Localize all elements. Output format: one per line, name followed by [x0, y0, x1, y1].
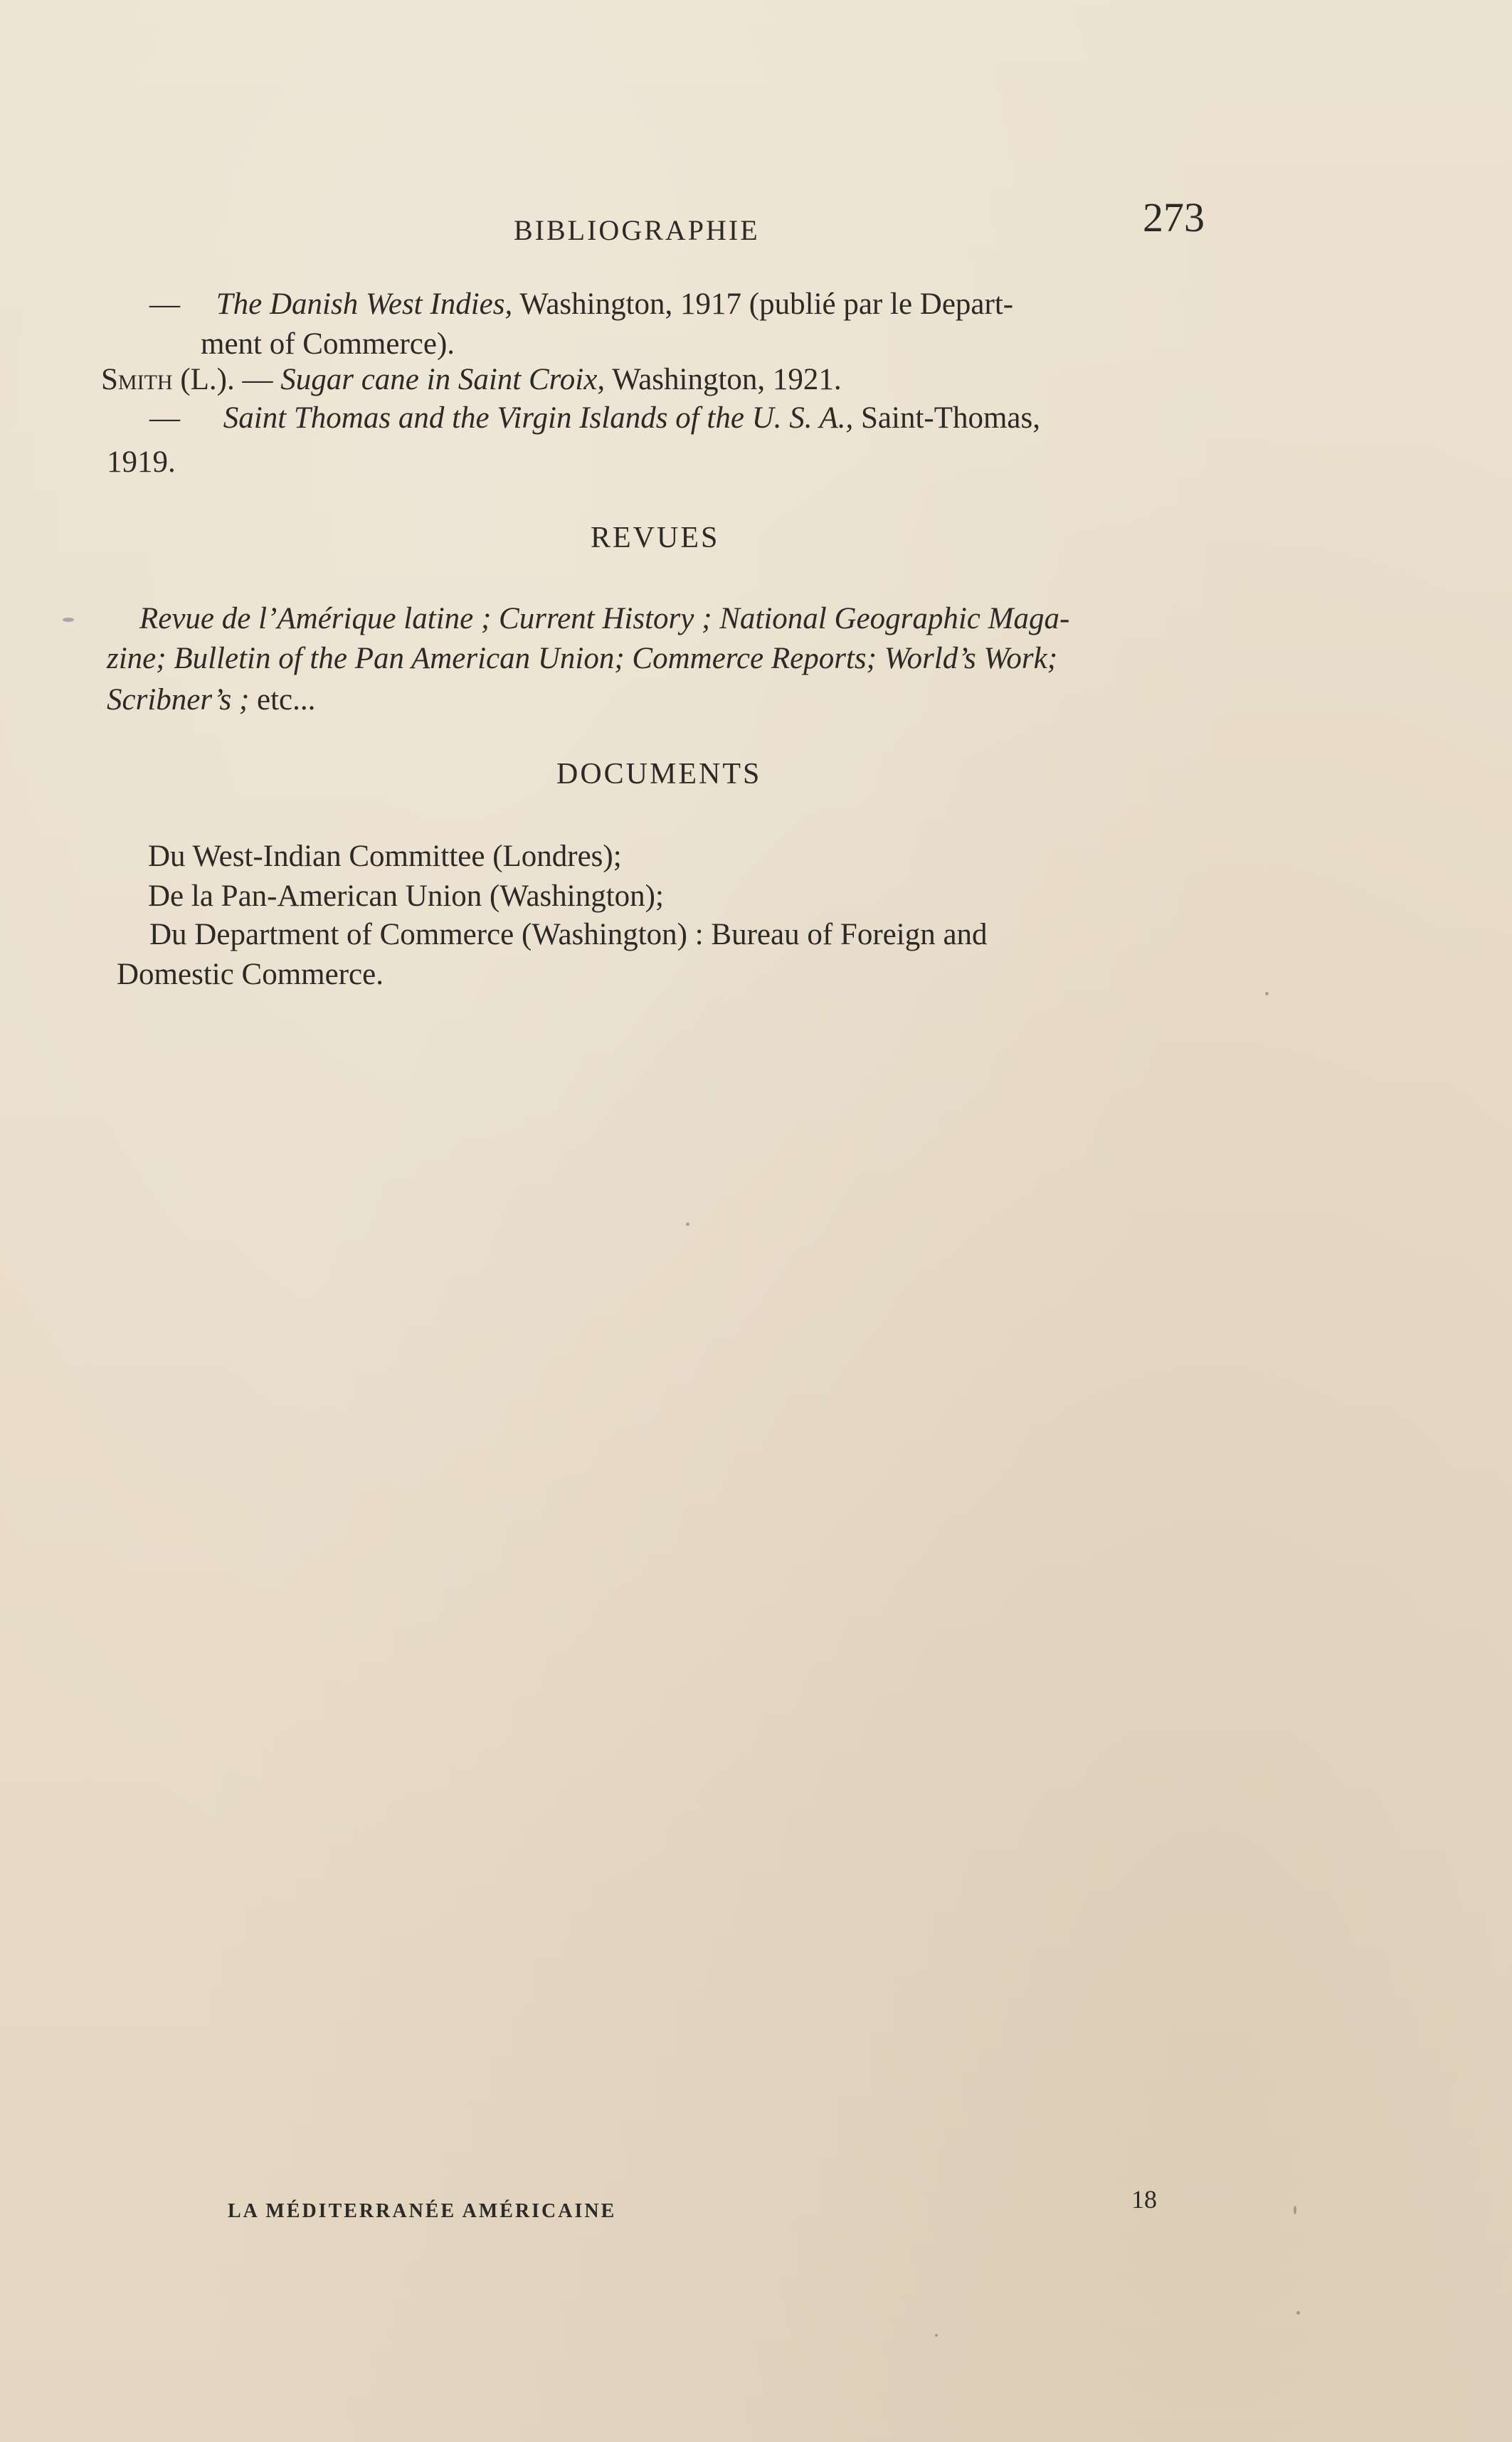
entry-author-initial: (L.). — [172, 363, 281, 396]
entry-danish-line1 [149, 285, 1013, 324]
revues-line1: Revue de l’Amérique latine ; Current History ; National Geographic Maga- [139, 602, 1070, 635]
documents-line1: Du West-Indian Committee (Londres); [148, 840, 622, 873]
entry-publication: Washington, 1917 (publié par le Depart- [512, 287, 1014, 321]
documents-line4: Domestic Commerce. [117, 958, 384, 991]
section-title-revues: REVUES [591, 522, 720, 554]
entry-dash: — [149, 401, 180, 435]
revues-etc: etc... [249, 683, 316, 717]
entry-publication: Washington, 1921. [605, 363, 842, 396]
page-number: 273 [1143, 194, 1205, 240]
running-head: BIBLIOGRAPHIE [514, 214, 760, 246]
entry-saint-thomas-line2: 1919. [107, 445, 176, 479]
paper-speck [1294, 2206, 1296, 2214]
entry-title: The Danish West Indies, [216, 287, 513, 321]
entry-title: Saint Thomas and the Virgin Islands of the U. S. A., [223, 401, 854, 435]
paper-speck [935, 2334, 938, 2337]
entry-danish-line2: ment of Commerce). [201, 327, 455, 361]
revues-scribners: Scribner’s ; [107, 683, 250, 717]
paper-speck [1296, 2311, 1300, 2315]
revues-line3 [107, 680, 315, 720]
entry-dash: — [149, 287, 180, 321]
documents-line2: De la Pan-American Union (Washington); [148, 879, 664, 913]
signature-mark: 18 [1131, 2185, 1157, 2214]
entry-saint-thomas-line1 [149, 398, 1040, 438]
entry-title: Sugar cane in Saint Croix, [280, 363, 606, 396]
ink-speck [63, 618, 74, 622]
entry-publication: Saint-Thomas, [853, 401, 1040, 435]
documents-line3: Du Department of Commerce (Washington) : Bureau of Foreign and [149, 918, 988, 951]
entry-smith [101, 360, 842, 400]
revues-line2: zine; Bulletin of the Pan American Union; Commerce Reports; World’s Work; [107, 642, 1058, 675]
section-title-documents: DOCUMENTS [556, 758, 762, 791]
entry-author: Smith [101, 363, 173, 396]
paper-speck [1265, 992, 1269, 995]
paper-speck [686, 1222, 689, 1226]
footer-book-title: LA MÉDITERRANÉE AMÉRICAINE [228, 2200, 617, 2222]
